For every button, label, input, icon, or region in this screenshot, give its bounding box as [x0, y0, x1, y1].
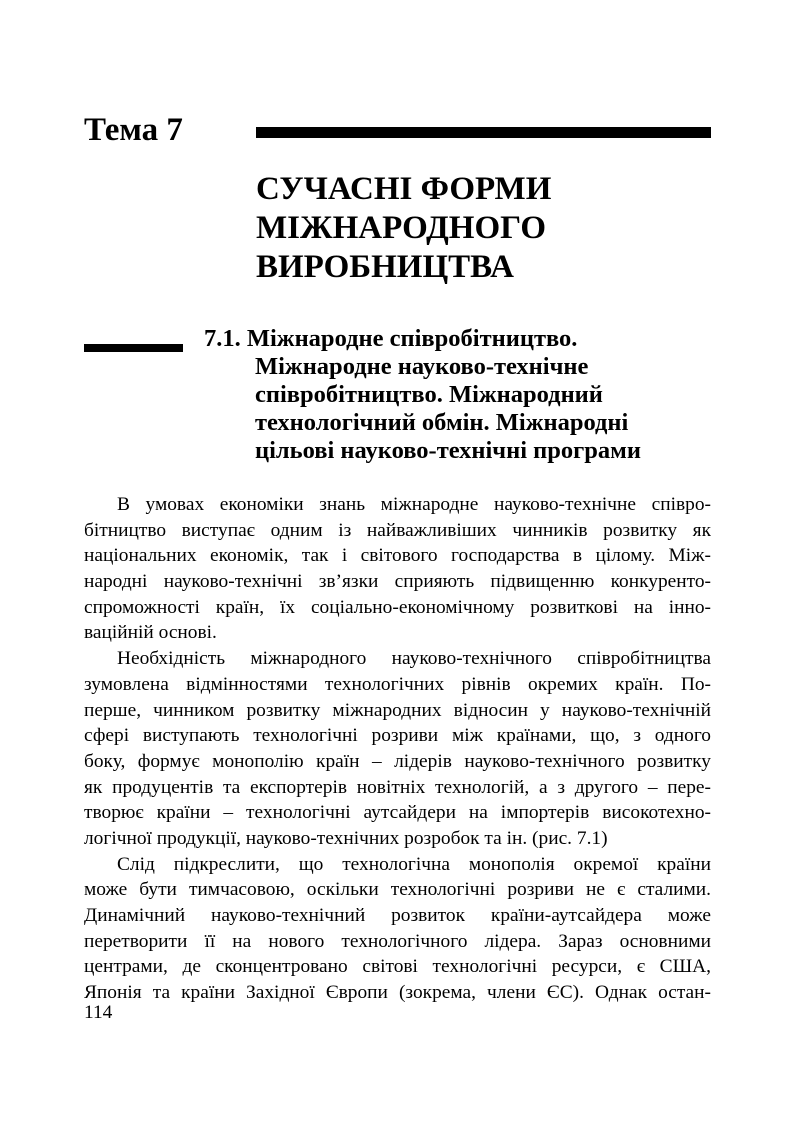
text-line: Японія та країни Західної Європи (зокрема, члени ЄС). Однак остан- [84, 982, 711, 1004]
text-line: перетворити її на нового технологічного лідера. Зараз основними [84, 930, 711, 952]
text-line: Динамічний науково-технічний розвиток країни-аутсайдера може [84, 905, 711, 926]
text-line: спроможності країн, їх соціально-економічному розвиткові на інно- [84, 596, 711, 618]
topic-label: Тема 7 [84, 112, 183, 148]
text-line: перше, чинником розвитку міжнародних відносин у науково-технічній [84, 699, 711, 721]
text-line: центрами, де сконцентровано світові технологічні ресурси, є США, [84, 956, 711, 978]
text-line: логічної продукції, науково-технічних розробок та ін. (рис. 7.1) [84, 827, 608, 849]
text-line: сфері виступають технологічні розриви між країнами, що, з одного [84, 725, 711, 747]
text-line: може бути тимчасовою, оскільки технологічні розриви не є сталими. [84, 879, 711, 901]
section-heading-line: технологічний обмін. Міжнародні [255, 409, 629, 436]
text-line: Необхідність міжнародного науково-технічного співробітництва [117, 648, 711, 670]
chapter-title-line: ВИРОБНИЦТВА [256, 249, 514, 285]
section-heading-line: цільові науково-технічні програми [255, 437, 641, 464]
text-line: як продуцентів та експортерів новітніх технологій, а з другого – пере- [84, 776, 711, 798]
topic-title-rule [256, 127, 711, 138]
text-line: творює країни – технологічні аутсайдери на імпортерів високотехно- [84, 802, 711, 824]
page-number: 114 [84, 1002, 113, 1023]
body-text [84, 492, 711, 1006]
text-line: Слід підкреслити, що технологічна монополія окремої країни [117, 853, 711, 875]
paragraph [84, 852, 711, 1006]
text-line: В умовах економіки знань міжнародне науково-технічне співро- [117, 494, 711, 515]
text-line: ваційній основі. [84, 622, 217, 644]
text-line: боку, формує монополію країн – лідерів науково-технічного розвитку [84, 750, 711, 772]
paragraph [84, 646, 711, 852]
chapter-title [256, 170, 716, 287]
section-heading [204, 325, 724, 465]
section-heading-line: співробітництво. Міжнародний [255, 381, 603, 408]
text-line: народні науково-технічні зв’язки сприяють підвищенню конкуренто- [84, 571, 711, 593]
section-heading-rule [84, 344, 183, 352]
text-line: бітництво виступає одним із найважливіших чинників розвитку як [84, 519, 711, 541]
chapter-title-line: МІЖНАРОДНОГО [256, 210, 546, 246]
text-line: зумовлена відмінностями технологічних рівнів окремих країн. По- [84, 673, 711, 695]
section-heading-line: 7.1. Міжнародне співробітництво. [204, 325, 578, 352]
text-line: національних економік, так і світового господарства в цілому. Між- [84, 545, 711, 567]
chapter-title-line: СУЧАСНІ ФОРМИ [256, 171, 552, 207]
paragraph [84, 492, 711, 646]
section-heading-line: Міжнародне науково-технічне [255, 353, 589, 380]
